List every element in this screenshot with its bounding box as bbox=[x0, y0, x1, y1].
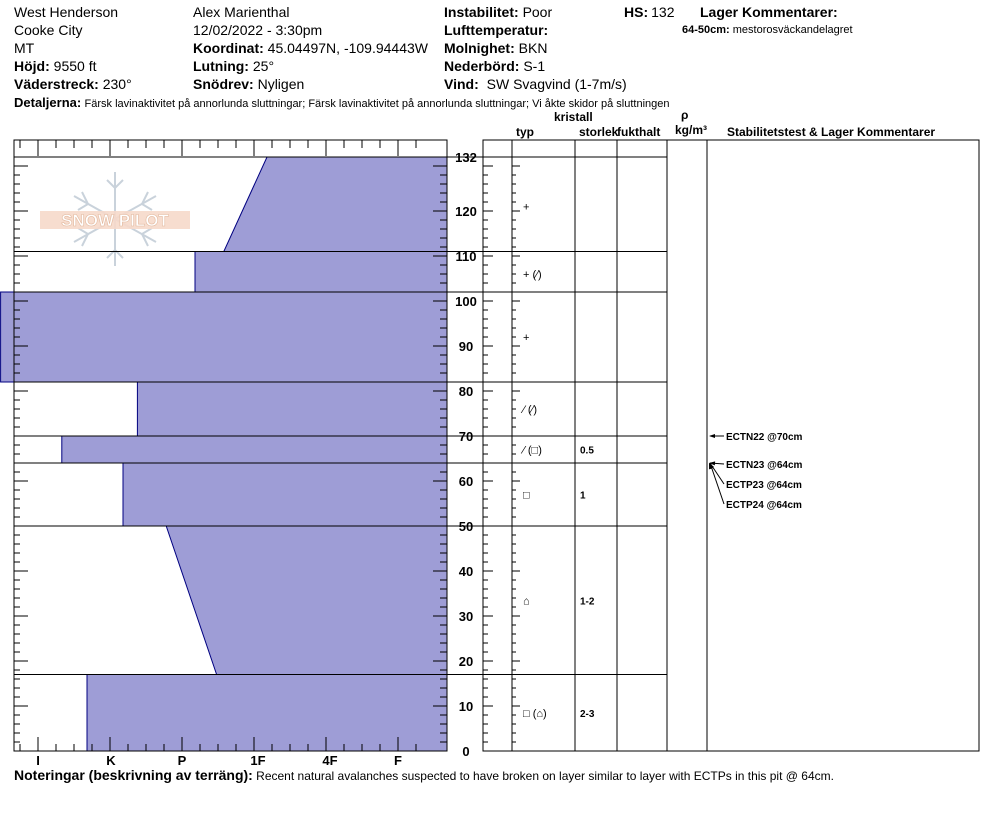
column-stability: Stabilitetstest & Lager Kommentarer bbox=[727, 125, 936, 139]
stability-value: Poor bbox=[522, 4, 553, 20]
grain-type-symbol: + (⁄) bbox=[523, 269, 542, 281]
hardness-profile-area bbox=[1, 157, 447, 751]
stability-test-label: ECTP23 @64cm bbox=[726, 480, 802, 491]
height-tick-label: 110 bbox=[455, 249, 477, 264]
height-tick-label: 0 bbox=[462, 744, 470, 759]
notes-label: Noteringar (beskrivning av terräng): bbox=[14, 767, 253, 783]
grain-type-symbol: ⌂ bbox=[523, 595, 530, 608]
stability-test-label: ECTN23 @64cm bbox=[726, 460, 803, 471]
hardness-tick-label: F bbox=[394, 753, 402, 768]
hs-label: HS: bbox=[624, 4, 649, 20]
grain-size-label: 1 bbox=[580, 490, 586, 502]
coordinate-value: 45.04497N, -109.94443W bbox=[267, 40, 428, 56]
notes-text: Recent natural avalanches suspected to have broken on layer similar to layer with ECTPs in this pit @ 64cm. bbox=[256, 769, 834, 783]
grain-type-symbol: + bbox=[523, 332, 530, 344]
height-tick-label: 132 bbox=[455, 150, 477, 165]
height-tick-label: 20 bbox=[458, 654, 474, 669]
hs-value: 132 bbox=[651, 4, 675, 20]
stability-test-arrowhead bbox=[709, 434, 715, 438]
air-temp-label: Lufttemperatur: bbox=[444, 22, 549, 38]
wind-value: SW Svagvind (1-7m/s) bbox=[486, 76, 627, 92]
layer-comment-text: mestorosväckandelagret bbox=[732, 24, 853, 36]
aspect-label: Väderstreck: bbox=[14, 76, 99, 92]
location-name: West Henderson bbox=[14, 4, 119, 20]
hardness-tick-label: 4F bbox=[322, 753, 338, 768]
column-density-unit: kg/m³ bbox=[675, 123, 708, 137]
height-tick-label: 30 bbox=[458, 609, 474, 624]
grain-type-symbol: □ bbox=[523, 489, 530, 502]
stability-test-label: ECTN22 @70cm bbox=[726, 432, 803, 443]
details-label: Detaljerna: bbox=[14, 95, 82, 110]
height-tick-label: 50 bbox=[458, 519, 474, 534]
snowpilot-logo-text: SNOW PILOT bbox=[61, 211, 169, 230]
height-tick-label: 70 bbox=[458, 429, 474, 444]
grain-type-symbol: + bbox=[523, 201, 530, 214]
hardness-tick-label: 1F bbox=[250, 753, 266, 768]
details-text: Färsk lavinaktivitet på annorlunda sluttningar; Färsk lavinaktivitet på annorlunda sluttningar; Vi åkte skidor på sluttningen bbox=[84, 98, 670, 110]
column-crystal: kristall bbox=[554, 110, 593, 124]
hardness-tick-label: I bbox=[36, 753, 40, 768]
height-tick-label: 10 bbox=[458, 699, 474, 714]
stability-test-label: ECTP24 @64cm bbox=[726, 500, 802, 511]
coordinate-label: Koordinat: bbox=[193, 40, 264, 56]
elevation-value: 9550 ft bbox=[53, 58, 97, 74]
layer-table-frame bbox=[483, 140, 979, 751]
observation-datetime: 12/02/2022 - 3:30pm bbox=[193, 22, 323, 38]
sky-value: BKN bbox=[518, 40, 548, 56]
observer-name: Alex Marienthal bbox=[193, 4, 290, 20]
wind-loading-value: Nyligen bbox=[257, 76, 305, 92]
region-name: Cooke City bbox=[14, 22, 83, 38]
height-tick-label: 100 bbox=[455, 294, 477, 309]
height-tick-label: 60 bbox=[458, 474, 474, 489]
grain-type-symbol: ⁄ (⁄) bbox=[523, 404, 538, 416]
hardness-tick-label: P bbox=[177, 753, 187, 768]
aspect-value: 230° bbox=[102, 76, 132, 92]
precip-value: S-1 bbox=[523, 58, 546, 74]
wind-loading-label: Snödrev: bbox=[193, 76, 254, 92]
layer-comment-range: 64-50cm: bbox=[682, 24, 730, 36]
height-tick-label: 120 bbox=[455, 204, 477, 219]
grain-size-label: 0.5 bbox=[580, 445, 594, 457]
column-type: typ bbox=[516, 125, 534, 139]
slope-label: Lutning: bbox=[193, 58, 249, 74]
stability-tests bbox=[707, 432, 802, 511]
column-size: storlek bbox=[579, 125, 619, 139]
notes-row bbox=[14, 768, 834, 782]
hardness-tick-label: K bbox=[106, 753, 116, 768]
state-name: MT bbox=[14, 40, 35, 56]
stability-label: Instabilitet: bbox=[444, 4, 519, 20]
grain-size-label: 2-3 bbox=[580, 708, 595, 720]
precip-label: Nederbörd: bbox=[444, 58, 520, 74]
grain-type-symbol: ⁄ (□) bbox=[523, 444, 542, 457]
grain-type-symbol: □ (⌂) bbox=[523, 707, 547, 720]
slope-value: 25° bbox=[252, 58, 275, 74]
elevation-label: Höjd: bbox=[14, 58, 50, 74]
layer-cells bbox=[520, 202, 595, 720]
stability-test-pointer bbox=[710, 463, 724, 504]
sky-label: Molnighet: bbox=[444, 40, 515, 56]
column-moisture: fukthalt bbox=[617, 125, 661, 139]
grain-size-label: 1-2 bbox=[580, 596, 595, 608]
height-tick-label: 80 bbox=[458, 384, 474, 399]
layer-comments-label: Lager Kommentarer: bbox=[700, 4, 838, 20]
height-tick-label: 40 bbox=[458, 564, 474, 579]
wind-label: Vind: bbox=[444, 76, 479, 92]
column-rho: ρ bbox=[681, 108, 689, 122]
height-tick-label: 90 bbox=[458, 339, 474, 354]
